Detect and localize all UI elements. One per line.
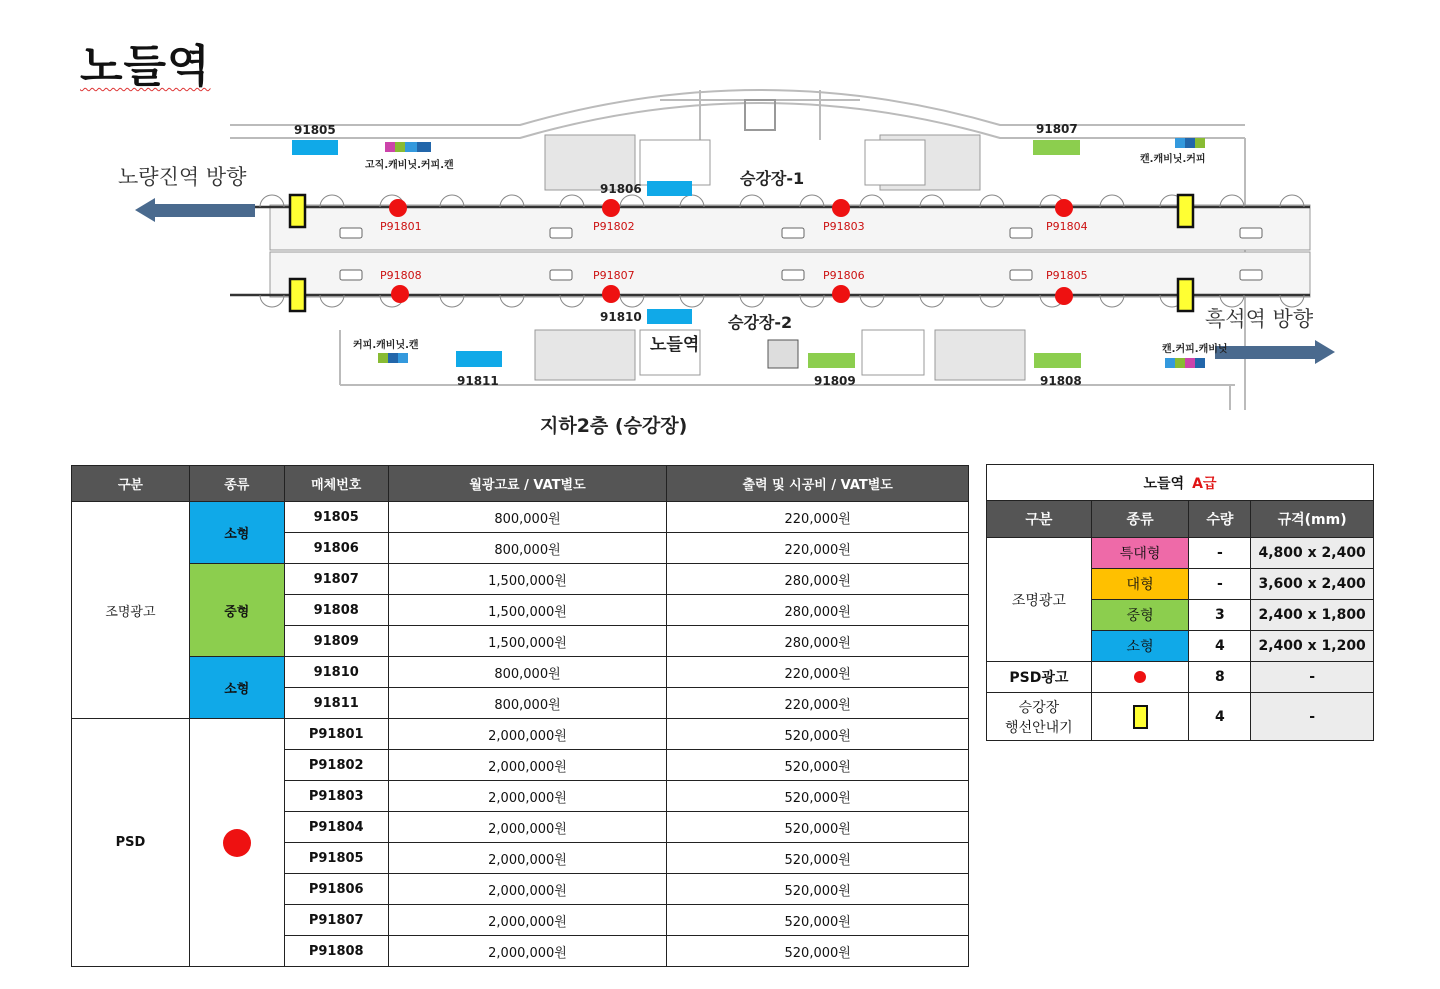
- media-id: P91805: [284, 843, 388, 874]
- media-id: P91804: [284, 812, 388, 843]
- psd-label-bottom-1: P91808: [380, 269, 422, 282]
- summary-header-spec: 규격(mm): [1251, 501, 1374, 538]
- monthly-fee: 2,000,000원: [388, 843, 667, 874]
- size-type: 소형: [1091, 631, 1189, 662]
- size-type: 특대형: [1091, 538, 1189, 569]
- size-qty: -: [1189, 569, 1251, 600]
- monthly-fee: 2,000,000원: [388, 812, 667, 843]
- pricing-table-header: [72, 466, 969, 502]
- media-id: P91803: [284, 781, 388, 812]
- type-small: 소형: [189, 502, 284, 564]
- psd-dot-P91802: [602, 199, 620, 217]
- shops-top-left: 고직.캐비닛.커피.캔: [365, 160, 454, 171]
- monthly-fee: 1,500,000원: [388, 626, 667, 657]
- summary-row: [987, 693, 1374, 741]
- media-id: 91808: [284, 595, 388, 626]
- production-cost: 520,000원: [667, 843, 969, 874]
- psd-label-bottom-3: P91806: [823, 269, 865, 282]
- guide-qty: 4: [1189, 693, 1251, 741]
- psd-label-top-3: P91803: [823, 220, 865, 233]
- production-cost: 220,000원: [667, 533, 969, 564]
- shops-bottom-right: 캔.커피.캐비닛: [1162, 344, 1228, 355]
- media-id: 91809: [284, 626, 388, 657]
- summary-header-row: [987, 501, 1374, 538]
- media-id: 91805: [284, 502, 388, 533]
- psd-type-cell: [189, 719, 284, 967]
- summary-header-category: 구분: [987, 501, 1092, 538]
- summary-station: 노들역: [1143, 475, 1185, 492]
- group-lighting: 조명광고: [72, 502, 190, 719]
- summary-header-qty: 수량: [1189, 501, 1251, 538]
- guide-label-line1: 승강장: [1018, 699, 1060, 716]
- production-cost: 520,000원: [667, 750, 969, 781]
- ad-box-91810: [647, 309, 692, 324]
- arrow-right-icon: [1215, 340, 1335, 364]
- guide-spec: -: [1251, 693, 1374, 741]
- ad-box-91808: [1034, 353, 1081, 368]
- ad-label-91811: 91811: [457, 374, 499, 388]
- summary-header-type: 종류: [1091, 501, 1189, 538]
- psd-label-top-2: P91802: [593, 220, 635, 233]
- ad-label-91809: 91809: [814, 374, 856, 388]
- summary-row: [987, 538, 1374, 569]
- pricing-table: [71, 465, 969, 967]
- platform-2-label: 승강장-2: [728, 313, 793, 332]
- psd-dot-P91801: [389, 199, 407, 217]
- floor-caption: 지하2층 (승강장): [540, 415, 688, 437]
- ad-box-91809: [808, 353, 855, 368]
- floor-map: [0, 0, 1440, 450]
- psd-dot-P91808: [391, 285, 409, 303]
- ad-box-91806: [647, 181, 692, 196]
- header-production-cost: 출력 및 시공비 / VAT별도: [667, 466, 969, 502]
- psd-label-top-1: P91801: [380, 220, 422, 233]
- group-psd: PSD: [72, 719, 190, 967]
- summary-guide-label: [987, 693, 1092, 741]
- ad-box-91811: [456, 351, 502, 367]
- monthly-fee: 1,500,000원: [388, 564, 667, 595]
- monthly-fee: 2,000,000원: [388, 781, 667, 812]
- production-cost: 220,000원: [667, 688, 969, 719]
- header-media-id: 매체번호: [284, 466, 388, 502]
- size-spec: 2,400 x 1,200: [1251, 631, 1374, 662]
- page-title: 노들역: [80, 41, 211, 92]
- arrow-left-icon: [135, 198, 255, 222]
- size-qty: 3: [1189, 600, 1251, 631]
- media-id: 91811: [284, 688, 388, 719]
- shops-bottom-left: 커피.캐비닛.캔: [353, 340, 419, 351]
- size-type: 중형: [1091, 600, 1189, 631]
- monthly-fee: 2,000,000원: [388, 936, 667, 967]
- header-category: 구분: [72, 466, 190, 502]
- red-dot-icon: [1134, 671, 1146, 683]
- monthly-fee: 800,000원: [388, 657, 667, 688]
- size-qty: -: [1189, 538, 1251, 569]
- summary-table: [986, 464, 1374, 741]
- monthly-fee: 800,000원: [388, 502, 667, 533]
- monthly-fee: 2,000,000원: [388, 750, 667, 781]
- production-cost: 280,000원: [667, 564, 969, 595]
- table-row: [72, 502, 969, 533]
- summary-lighting-label: 조명광고: [987, 538, 1092, 662]
- monthly-fee: 1,500,000원: [388, 595, 667, 626]
- ad-label-91806: 91806: [600, 182, 642, 196]
- psd-qty: 8: [1189, 662, 1251, 693]
- production-cost: 520,000원: [667, 781, 969, 812]
- psd-dot-P91806: [832, 285, 850, 303]
- media-id: 91806: [284, 533, 388, 564]
- guide-type-icon-cell: [1091, 693, 1189, 741]
- media-id: P91802: [284, 750, 388, 781]
- monthly-fee: 2,000,000원: [388, 874, 667, 905]
- production-cost: 520,000원: [667, 905, 969, 936]
- ad-box-91805: [292, 140, 338, 155]
- psd-dot-P91805: [1055, 287, 1073, 305]
- summary-psd-label: PSD광고: [987, 662, 1092, 693]
- platform-1-label: 승강장-1: [740, 169, 805, 188]
- size-spec: 2,400 x 1,800: [1251, 600, 1374, 631]
- station-sign: 노들역: [650, 335, 700, 355]
- ad-label-91807: 91807: [1036, 122, 1078, 136]
- direction-right-label: 흑석역 방향: [1205, 307, 1314, 331]
- production-cost: 520,000원: [667, 719, 969, 750]
- ad-box-91807: [1033, 140, 1080, 155]
- psd-spec: -: [1251, 662, 1374, 693]
- psd-label-top-4: P91804: [1046, 220, 1088, 233]
- production-cost: 280,000원: [667, 626, 969, 657]
- production-cost: 520,000원: [667, 812, 969, 843]
- production-cost: 220,000원: [667, 657, 969, 688]
- production-cost: 280,000원: [667, 595, 969, 626]
- yellow-marker-icon: [1133, 705, 1148, 729]
- psd-dot-P91804: [1055, 199, 1073, 217]
- psd-label-bottom-2: P91807: [593, 269, 635, 282]
- production-cost: 520,000원: [667, 874, 969, 905]
- media-id: 91810: [284, 657, 388, 688]
- production-cost: 520,000원: [667, 936, 969, 967]
- table-row: [72, 564, 969, 595]
- size-spec: 3,600 x 2,400: [1251, 569, 1374, 600]
- size-spec: 4,800 x 2,400: [1251, 538, 1374, 569]
- media-id: P91801: [284, 719, 388, 750]
- media-id: P91806: [284, 874, 388, 905]
- tracks: [270, 205, 1310, 297]
- shops-top-right: 캔.캐비닛.커피: [1140, 154, 1206, 165]
- media-id: P91808: [284, 936, 388, 967]
- red-dot-icon: [223, 829, 251, 857]
- table-row: [72, 657, 969, 688]
- table-row: [72, 719, 969, 750]
- size-type: 대형: [1091, 569, 1189, 600]
- summary-row: [987, 662, 1374, 693]
- monthly-fee: 800,000원: [388, 688, 667, 719]
- summary-grade: A급: [1192, 475, 1217, 492]
- psd-type-icon-cell: [1091, 662, 1189, 693]
- summary-title-row: [987, 465, 1374, 501]
- production-cost: 220,000원: [667, 502, 969, 533]
- psd-dot-P91807: [602, 285, 620, 303]
- type-medium: 중형: [189, 564, 284, 657]
- media-id: P91807: [284, 905, 388, 936]
- header-monthly-fee: 월광고료 / VAT별도: [388, 466, 667, 502]
- ad-label-91805: 91805: [294, 123, 336, 137]
- monthly-fee: 800,000원: [388, 533, 667, 564]
- psd-dot-P91803: [832, 199, 850, 217]
- ad-label-91810: 91810: [600, 310, 642, 324]
- summary-title: [987, 465, 1374, 501]
- monthly-fee: 2,000,000원: [388, 719, 667, 750]
- size-qty: 4: [1189, 631, 1251, 662]
- guide-label-line2: 행선안내기: [1005, 719, 1073, 736]
- media-id: 91807: [284, 564, 388, 595]
- ad-label-91808: 91808: [1040, 374, 1082, 388]
- direction-left-label: 노량진역 방향: [118, 165, 247, 189]
- psd-label-bottom-4: P91805: [1046, 269, 1088, 282]
- header-type: 종류: [189, 466, 284, 502]
- type-small: 소형: [189, 657, 284, 719]
- monthly-fee: 2,000,000원: [388, 905, 667, 936]
